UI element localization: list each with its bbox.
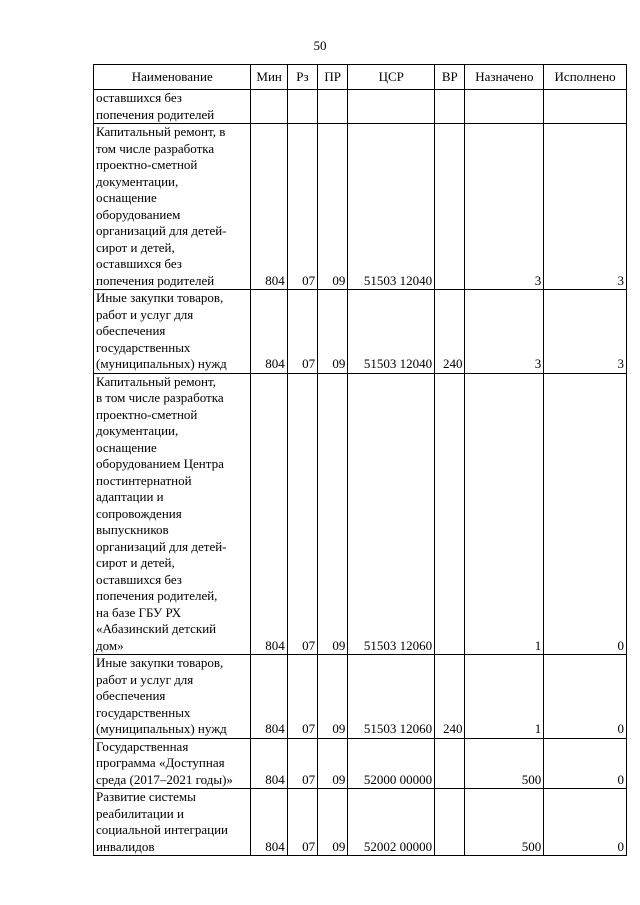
header-row [94, 65, 627, 90]
cell-vr: 240 [435, 290, 465, 374]
header-pr: ПР [318, 65, 348, 90]
table-body [94, 90, 627, 856]
table-row [94, 90, 627, 124]
cell-pr [318, 90, 348, 124]
cell-vr: 240 [435, 655, 465, 739]
cell-min [251, 90, 287, 124]
cell-csr: 52002 00000 [348, 789, 435, 856]
cell-csr: 51503 12060 [348, 655, 435, 739]
cell-min: 804 [251, 738, 287, 789]
cell-vr [435, 90, 465, 124]
cell-csr: 51503 12060 [348, 373, 435, 655]
cell-vr [435, 738, 465, 789]
cell-name: Развитие системы реабилитации и социальной интеграции инвалидов [94, 789, 251, 856]
cell-naznacheno: 500 [465, 789, 544, 856]
header-ispolneno: Исполнено [544, 65, 627, 90]
cell-pr: 09 [318, 655, 348, 739]
header-name: Наименование [94, 65, 251, 90]
cell-naznacheno: 3 [465, 124, 544, 290]
cell-pr: 09 [318, 789, 348, 856]
cell-name: оставшихся без попечения родителей [94, 90, 251, 124]
cell-name: Иные закупки товаров, работ и услуг для обеспечения государственных (муниципальных) нужд [94, 290, 251, 374]
cell-min: 804 [251, 655, 287, 739]
cell-name: Государственная программа «Доступная среда (2017–2021 годы)» [94, 738, 251, 789]
header-csr: ЦСР [348, 65, 435, 90]
cell-csr: 51503 12040 [348, 290, 435, 374]
cell-csr: 52000 00000 [348, 738, 435, 789]
table-row [94, 738, 627, 789]
cell-min: 804 [251, 290, 287, 374]
cell-ispolneno [544, 90, 627, 124]
table-row [94, 789, 627, 856]
cell-rz: 07 [287, 789, 317, 856]
cell-rz: 07 [287, 655, 317, 739]
cell-ispolneno: 3 [544, 290, 627, 374]
cell-naznacheno: 3 [465, 290, 544, 374]
cell-naznacheno: 500 [465, 738, 544, 789]
cell-rz: 07 [287, 738, 317, 789]
cell-ispolneno: 3 [544, 124, 627, 290]
cell-min: 804 [251, 124, 287, 290]
table-row [94, 290, 627, 374]
cell-name: Иные закупки товаров, работ и услуг для обеспечения государственных (муниципальных) нужд [94, 655, 251, 739]
table-header [94, 65, 627, 90]
cell-csr: 51503 12040 [348, 124, 435, 290]
table-row [94, 655, 627, 739]
cell-name: Капитальный ремонт, в том числе разработка проектно-сметной документации, оснащение оборудованием организаций для детей- сирот и детей, оставшихся без попечения родителей [94, 124, 251, 290]
cell-ispolneno: 0 [544, 373, 627, 655]
cell-rz: 07 [287, 290, 317, 374]
header-min: Мин [251, 65, 287, 90]
header-vr: ВР [435, 65, 465, 90]
page-number: 50 [313, 38, 327, 53]
cell-pr: 09 [318, 290, 348, 374]
header-rz: Рз [287, 65, 317, 90]
header-naznacheno: Назначено [465, 65, 544, 90]
cell-pr: 09 [318, 738, 348, 789]
cell-csr [348, 90, 435, 124]
cell-naznacheno [465, 90, 544, 124]
cell-vr [435, 373, 465, 655]
cell-vr [435, 789, 465, 856]
cell-naznacheno: 1 [465, 655, 544, 739]
cell-ispolneno: 0 [544, 655, 627, 739]
cell-naznacheno: 1 [465, 373, 544, 655]
cell-min: 804 [251, 789, 287, 856]
cell-pr: 09 [318, 373, 348, 655]
budget-table [93, 64, 627, 856]
cell-rz: 07 [287, 373, 317, 655]
cell-name: Капитальный ремонт, в том числе разработка проектно-сметной документации, оснащение оборудованием Центра постинтернатной адаптации и сопровождения выпускников организаций для детей- сирот и детей, оставшихся без попечения родителей, на базе ГБУ РХ «Абазинский детский дом» [94, 373, 251, 655]
cell-pr: 09 [318, 124, 348, 290]
table-row [94, 124, 627, 290]
table-row [94, 373, 627, 655]
cell-vr [435, 124, 465, 290]
cell-ispolneno: 0 [544, 789, 627, 856]
cell-ispolneno: 0 [544, 738, 627, 789]
cell-min: 804 [251, 373, 287, 655]
cell-rz [287, 90, 317, 124]
cell-rz: 07 [287, 124, 317, 290]
